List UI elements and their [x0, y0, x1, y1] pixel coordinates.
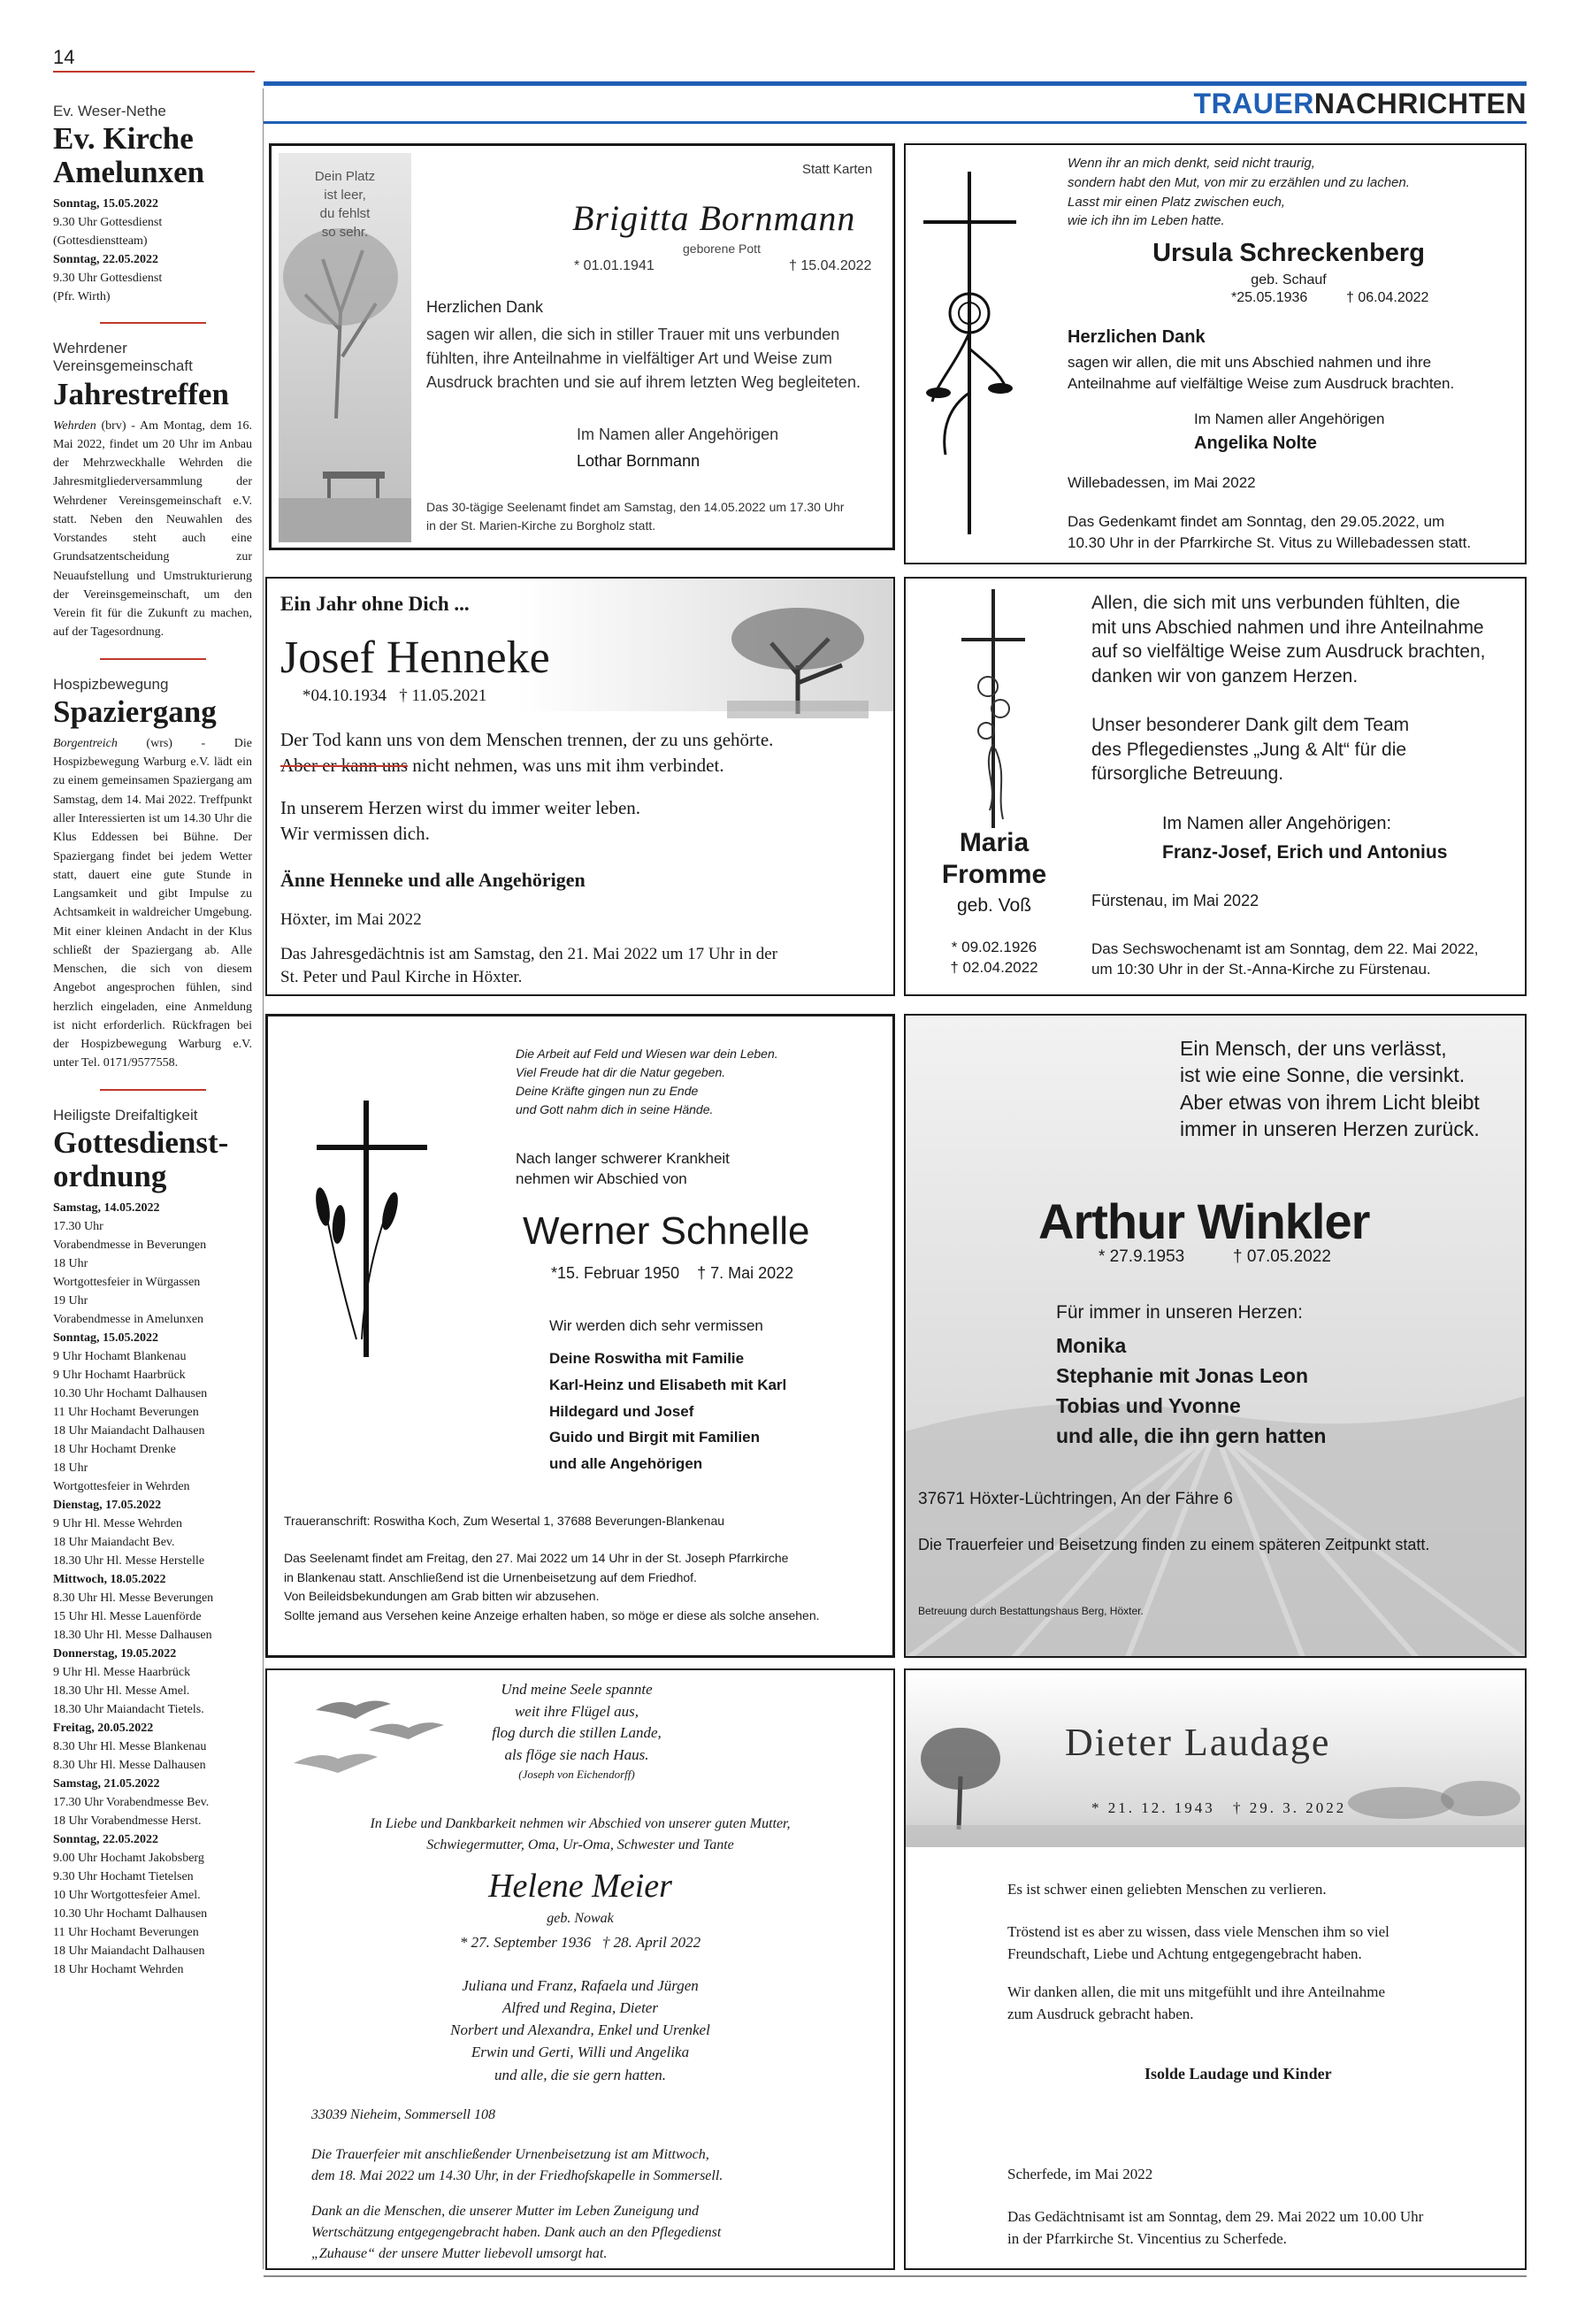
- born-date: * 09.02.1926: [951, 939, 1037, 955]
- notice: Die Trauerfeier und Beisetzung finden zu einem späteren Zeitpunkt statt.: [918, 1536, 1430, 1553]
- schedule-item: 9.30 Uhr Hochamt Tietelsen: [53, 1869, 194, 1883]
- deceased-name: Brigitta Bornmann: [572, 198, 856, 238]
- kicker: Heiligste Dreifaltigkeit: [53, 1106, 198, 1124]
- schedule-item: 9 Uhr Hochamt Haarbrück: [53, 1368, 186, 1382]
- death-date: † 02.04.2022: [950, 959, 1038, 976]
- footer-line: in der Pfarrkirche St. Vincentius zu Scherfede.: [1007, 2229, 1287, 2247]
- schedule-item: 18.30 Uhr Maiandacht Tietels.: [53, 1702, 204, 1716]
- poem: [1068, 154, 1410, 231]
- family-line: Juliana und Franz, Rafaela und Jürgen: [462, 1977, 699, 1994]
- schedule-item: 15 Uhr Hl. Messe Lauenförde: [53, 1609, 202, 1623]
- place-date: Höxter, im Mai 2022: [280, 910, 422, 929]
- schedule-item: 8.30 Uhr Hl. Messe Dalhausen: [53, 1758, 206, 1772]
- signer: Isolde Laudage und Kinder: [1144, 2065, 1332, 2082]
- section-title-a: TRAUER: [1193, 88, 1314, 119]
- schedule-item: Wortgottesfeier in Wehrden: [53, 1479, 190, 1493]
- body-line: auf so vielfältige Weise zum Ausdruck brachten,: [1091, 641, 1486, 663]
- cross-flowers-icon: [954, 589, 1034, 837]
- schedule-item: 18.30 Uhr Hl. Messe Amel.: [53, 1684, 190, 1698]
- schedule-list: [53, 195, 252, 306]
- schedule-date: Dienstag, 17.05.2022: [53, 1498, 162, 1512]
- caption-line: Dein Platz: [314, 169, 376, 184]
- footer-line: 10.30 Uhr in der Pfarrkirche St. Vitus zu Willebadessen statt.: [1068, 533, 1472, 551]
- schedule-date: Sonntag, 22.05.2022: [53, 252, 159, 266]
- section-title: [1194, 88, 1527, 120]
- poem: [516, 1045, 778, 1119]
- schedule-date: Sonntag, 15.05.2022: [53, 196, 159, 211]
- forever-line: Für immer in unseren Herzen:: [1056, 1302, 1303, 1323]
- quote: [280, 727, 773, 779]
- born-date: *25.05.1936: [1231, 290, 1308, 305]
- image-caption: [279, 167, 411, 242]
- deceased-name: Ursula Schreckenberg: [1152, 239, 1425, 267]
- caption-line: ist leer,: [324, 188, 366, 203]
- address: 37671 Höxter-Lüchtringen, An der Fähre 6: [918, 1490, 1233, 1508]
- schedule-date: Sonntag, 22.05.2022: [53, 1832, 159, 1846]
- quote-line: In unserem Herzen wirst du immer weiter leben.: [280, 797, 641, 818]
- quote-line: Der Tod kann uns von dem Menschen trennen, der zu uns gehörte.: [280, 729, 774, 750]
- poem-line: Deine Kräfte gingen nun zu Ende: [516, 1084, 699, 1098]
- schedule-item: 9.30 Uhr Gottesdienst: [53, 215, 163, 229]
- schedule-item: 19 Uhr: [53, 1293, 88, 1308]
- schedule-date: Donnerstag, 19.05.2022: [53, 1646, 177, 1661]
- schedule-date: Freitag, 20.05.2022: [53, 1721, 154, 1735]
- poem-line: ist wie eine Sonne, die versinkt.: [1180, 1063, 1466, 1087]
- separator: [100, 658, 206, 660]
- family-line: Alfred und Regina, Dieter: [502, 1999, 658, 2017]
- signer: Lothar Bornmann: [577, 452, 700, 470]
- intro-line: nehmen wir Abschied von: [516, 1170, 687, 1187]
- obituary-winkler: [904, 1014, 1527, 1658]
- header-bar-top: [264, 81, 1527, 86]
- paragraph-1: Es ist schwer einen geliebten Menschen zu verlieren.: [1007, 1881, 1327, 1898]
- family-line: und alle Angehörigen: [549, 1455, 703, 1472]
- family-line: Karl-Heinz und Elisabeth mit Karl: [549, 1376, 787, 1393]
- obituary-schnelle: [265, 1014, 895, 1658]
- body-line: fühlten, ihre Anteilnahme in vielfältiger Art und Weise zum: [426, 349, 832, 367]
- thanks-heading: Herzlichen Dank: [426, 298, 544, 316]
- obituary-henneke: [265, 577, 895, 996]
- family-line: Deine Roswitha mit Familie: [549, 1350, 745, 1367]
- footer-line: Das Seelenamt findet am Freitag, den 27. Mai 2022 um 14 Uhr in der St. Joseph Pfarrkirche: [284, 1551, 789, 1565]
- intro-line: In Liebe und Dankbarkeit nehmen wir Abschied von unserer guten Mutter,: [370, 1816, 791, 1831]
- miss-line: Wir werden dich sehr vermissen: [549, 1317, 763, 1334]
- thanks-body: [426, 323, 861, 395]
- birth-name: geb. Nowak: [547, 1911, 614, 1926]
- schedule-item: 18.30 Uhr Hl. Messe Herstelle: [53, 1553, 205, 1568]
- footer-line: Das Jahresgedächtnis ist am Samstag, den 21. Mai 2022 um 17 Uhr in der: [280, 945, 777, 963]
- kicker: Ev. Weser-Nethe: [53, 103, 166, 119]
- schedule-item: 9.30 Uhr Gottesdienst: [53, 271, 163, 285]
- deceased-name: Dieter Laudage: [1065, 1721, 1331, 1764]
- intro: [267, 1814, 893, 1856]
- family-line: und alle, die sie gern hatten.: [494, 2066, 667, 2083]
- footer-line: St. Peter und Paul Kirche in Höxter.: [280, 967, 523, 986]
- kicker: Wehrdener Vereinsgemeinschaft: [53, 339, 193, 375]
- poem-line: immer in unseren Herzen zurück.: [1180, 1117, 1480, 1141]
- footer-notice: [284, 1549, 820, 1626]
- footer-notice: [311, 2144, 723, 2187]
- schedule-item: 11 Uhr Hochamt Beverungen: [53, 1925, 199, 1939]
- cross-wheat-icon: [303, 1101, 445, 1366]
- poem: [1180, 1035, 1480, 1142]
- obituary-meier: [265, 1668, 895, 2270]
- footer-notice: [1007, 2206, 1423, 2250]
- schedule-item: (Pfr. Wirth): [53, 289, 111, 303]
- footer-notice: [426, 498, 844, 535]
- signer: Änne Henneke und alle Angehörigen: [280, 869, 586, 891]
- family-line: Stephanie mit Jonas Leon: [1056, 1364, 1308, 1388]
- footer-line: Das Gedächtnisamt ist am Sonntag, dem 29. Mai 2022 um 10.00 Uhr: [1007, 2208, 1424, 2225]
- quote-line: Wir vermissen dich.: [280, 823, 430, 845]
- body-line: sagen wir allen, die sich in stiller Trauer mit uns verbunden: [426, 326, 840, 343]
- poem-line: und Gott nahm dich in seine Hände.: [516, 1102, 714, 1116]
- signoff: Im Namen aller Angehörigen:: [1162, 814, 1392, 833]
- article-text: [53, 734, 252, 1073]
- body-line: Ausdruck brachten und sie auf ihrem letzten Weg begleiteten.: [426, 373, 861, 391]
- body-line: Anteilnahme auf vielfältige Weise zum Ausdruck brachten.: [1068, 374, 1455, 392]
- schedule-date: Mittwoch, 18.05.2022: [53, 1572, 166, 1586]
- footer-notice: [280, 943, 777, 988]
- family-list: [549, 1346, 786, 1477]
- footer-line: dem 18. Mai 2022 um 14.30 Uhr, in der Friedhofskapelle in Sommersell.: [311, 2168, 723, 2183]
- cross-rose-icon: [919, 172, 1016, 543]
- dateline: Wehrden: [53, 418, 96, 433]
- paragraph-2: [1007, 1921, 1389, 1965]
- born-date: * 21. 12. 1943: [1091, 1799, 1215, 1816]
- schedule-item: 18 Uhr Vorabendmesse Herst.: [53, 1814, 202, 1828]
- intro-line: Nach langer schwerer Krankheit: [516, 1150, 730, 1167]
- poem-line: als flöge sie nach Haus.: [504, 1745, 649, 1763]
- paragraph-3: [1007, 1982, 1385, 2025]
- obituary-laudage: [904, 1668, 1527, 2270]
- schedule-item: 10.30 Uhr Hochamt Dalhausen: [53, 1906, 208, 1921]
- schedule-item: 18 Uhr Hochamt Drenke: [53, 1442, 176, 1456]
- obituary-fromme: [904, 577, 1527, 996]
- schedule-item: 9 Uhr Hochamt Blankenau: [53, 1349, 187, 1363]
- poem-line: Ein Mensch, der uns verlässt,: [1180, 1037, 1447, 1060]
- footer-line: „Zuhause“ der unsere Mutter liebevoll umsorgt hat.: [311, 2246, 608, 2261]
- schedule-item: 17.30 Uhr: [53, 1219, 103, 1233]
- schedule-item: 18 Uhr Maiandacht Bev.: [53, 1535, 175, 1549]
- birth-name: geb. Schauf: [1251, 272, 1327, 288]
- footer-line: Das 30-tägige Seelenamt findet am Samstag, den 14.05.2022 um 17.30 Uhr: [426, 500, 845, 514]
- schedule-item: (Gottesdienstteam): [53, 234, 148, 248]
- poem-author: (Joseph von Eichendorff): [518, 1767, 635, 1781]
- poem: [444, 1679, 709, 1783]
- born-date: * 27.9.1953: [1099, 1247, 1185, 1266]
- body-line: sagen wir allen, die mit uns Abschied nahmen und ihre: [1068, 354, 1432, 371]
- place-date: Fürstenau, im Mai 2022: [1091, 892, 1259, 909]
- deceased-name: Werner Schnelle: [523, 1209, 810, 1253]
- schedule-item: 10 Uhr Wortgottesfeier Amel.: [53, 1888, 201, 1902]
- thanks-body: [1091, 591, 1486, 689]
- poem-line: flog durch die stillen Lande,: [492, 1724, 662, 1742]
- body-line: Wir danken allen, die mit uns mitgefühlt und ihre Anteilnahme: [1007, 1983, 1386, 2000]
- footer-line: Dank an die Menschen, die unserer Mutter im Leben Zuneigung und: [311, 2204, 699, 2219]
- footer-notice: [1068, 511, 1471, 554]
- section-title-b: NACHRICHTEN: [1313, 88, 1527, 119]
- family-list: [1056, 1331, 1326, 1451]
- family-line: Erwin und Gerti, Willi und Angelika: [471, 2044, 690, 2061]
- life-dates: * 27. September 1936 † 28. April 2022: [459, 1934, 701, 1951]
- article-title: Gottesdienst-ordnung: [53, 1125, 229, 1193]
- schedule-item: 8.30 Uhr Hl. Messe Beverungen: [53, 1591, 214, 1605]
- schedule-item: 9 Uhr Hl. Messe Haarbrück: [53, 1665, 191, 1679]
- poem-line: sondern habt den Mut, von mir zu erzählen und zu lachen.: [1068, 174, 1410, 190]
- footer-line: Sollte jemand aus Versehen keine Anzeige erhalten haben, so möge er diese als solche ansehen.: [284, 1608, 820, 1623]
- body-line: danken wir von ganzem Herzen.: [1091, 666, 1359, 687]
- footer-line: Die Trauerfeier mit anschließender Urnenbeisetzung ist am Mittwoch,: [311, 2147, 709, 2162]
- death-date: † 29. 3. 2022: [1233, 1799, 1347, 1816]
- article-title: Spaziergang: [53, 694, 217, 730]
- signer: Angelika Nolte: [1194, 433, 1317, 453]
- birth-name: geborene Pott: [683, 242, 761, 256]
- body-line: fürsorgliche Betreuung.: [1091, 763, 1284, 785]
- death-date: † 07.05.2022: [1233, 1247, 1331, 1266]
- family-line: Tobias und Yvonne: [1056, 1394, 1241, 1418]
- obituary-bornmann: [269, 143, 895, 550]
- footer-line: Von Beileidsbekundungen am Grab bitten wir abzusehen.: [284, 1589, 600, 1604]
- poem-line: Viel Freude hat dir die Natur gegeben.: [516, 1065, 726, 1079]
- deceased-name: Arthur Winkler: [1038, 1193, 1370, 1249]
- schedule-item: 18 Uhr: [53, 1256, 88, 1270]
- footer-notice: [1091, 940, 1479, 980]
- header-bar-bottom: [264, 121, 1527, 124]
- poem-line: Wenn ihr an mich denkt, seid nicht traurig,: [1068, 156, 1315, 171]
- article-text: [53, 417, 252, 642]
- schedule-item: Vorabendmesse in Beverungen: [53, 1238, 207, 1252]
- first-name: Maria: [959, 828, 1030, 857]
- schedule-item: 10.30 Uhr Hochamt Dalhausen: [53, 1386, 208, 1400]
- address: Traueranschrift: Roswitha Koch, Zum Wesertal 1, 37688 Beverungen-Blankenau: [284, 1514, 725, 1528]
- life-dates: *04.10.1934 † 11.05.2021: [302, 686, 487, 705]
- birds-icon: [289, 1688, 448, 1785]
- poem-line: Und meine Seele spannte: [501, 1681, 653, 1698]
- struck-text: Aber er kann uns: [280, 755, 409, 777]
- thanks-heading: Herzlichen Dank: [1068, 327, 1206, 347]
- schedule-item: Wortgottesfeier in Würgassen: [53, 1275, 201, 1289]
- family-line: Norbert und Alexandra, Enkel und Urenkel: [450, 2021, 710, 2039]
- dateline: Borgentreich: [53, 736, 118, 750]
- deceased-name: Helene Meier: [488, 1868, 672, 1905]
- footer-line: Das Gedenkamt findet am Sonntag, den 29.05.2022, um: [1068, 513, 1445, 530]
- caption-line: du fehlst: [319, 206, 371, 221]
- signer: Franz-Josef, Erich und Antonius: [1162, 842, 1448, 863]
- poem-line: Aber etwas von ihrem Licht bleibt: [1180, 1090, 1480, 1114]
- footer-line: um 10:30 Uhr in der St.-Anna-Kirche zu Fürstenau.: [1091, 960, 1431, 978]
- article-title: Jahrestreffen: [53, 376, 229, 411]
- quote-rest: nicht nehmen, was uns mit ihm verbindet.: [408, 755, 724, 777]
- intro: [516, 1149, 730, 1190]
- footer-line: Wertschätzung entgegengebracht haben. Dank auch an den Pflegedienst: [311, 2225, 722, 2240]
- schedule-item: 18 Uhr Maiandacht Dalhausen: [53, 1944, 205, 1958]
- quote-line: [280, 753, 773, 779]
- body-line: des Pflegedienstes „Jung & Alt“ für die: [1091, 739, 1407, 760]
- body-line: mit uns Abschied nahmen und ihre Anteilnahme: [1091, 617, 1484, 638]
- kicker: Hospizbewegung: [53, 675, 169, 693]
- caption-line: so sehr.: [321, 225, 369, 240]
- body-line: Tröstend ist es aber zu wissen, dass viele Menschen ihm so viel: [1007, 1923, 1389, 1940]
- family-line: Hildegard und Josef: [549, 1402, 694, 1420]
- tree-icon: [727, 594, 869, 718]
- schedule-item: Vorabendmesse in Amelunxen: [53, 1312, 204, 1326]
- last-name: Fromme: [941, 860, 1047, 889]
- left-column: [53, 88, 252, 1979]
- schedule-item: 18 Uhr Maiandacht Dalhausen: [53, 1423, 205, 1438]
- page-number-rule: [53, 71, 255, 73]
- schedule-item: 18.30 Uhr Hl. Messe Dalhausen: [53, 1628, 212, 1642]
- birth-name: geb. Voß: [956, 895, 1032, 916]
- funeral-home: Betreuung durch Bestattungshaus Berg, Höxter.: [918, 1605, 1144, 1617]
- schedule-item: 11 Uhr Hochamt Beverungen: [53, 1405, 199, 1419]
- schedule-date: Samstag, 21.05.2022: [53, 1776, 160, 1791]
- family-list: [267, 1975, 893, 2086]
- family-line: Guido und Birgit mit Familien: [549, 1429, 760, 1446]
- poem-line: Die Arbeit auf Feld und Wiesen war dein Leben.: [516, 1047, 778, 1061]
- bottom-rule: [264, 2275, 1527, 2277]
- signoff: Im Namen aller Angehörigen: [1194, 410, 1385, 427]
- death-date: † 15.04.2022: [789, 258, 872, 273]
- life-dates: *15. Februar 1950 † 7. Mai 2022: [551, 1264, 794, 1282]
- poem-line: Lasst mir einen Platz zwischen euch,: [1068, 194, 1285, 210]
- footer-thanks: [311, 2201, 721, 2265]
- poem-line: wie ich ihn im Leben hatte.: [1068, 213, 1225, 229]
- poem-line: weit ihre Flügel aus,: [514, 1702, 639, 1720]
- article-body: (wrs) - Die Hospizbewegung Warburg e.V. lädt ein zu einem gemeinsamen Spaziergang am Samstag, dem 14. Mai 2022. Treffpunkt aller Interessierten ist um 14.30 Uhr die Klus Eddessen bei Bühne. Der Spaziergang findet bei jedem Wetter statt, dauert eine gute Stunde in Langsamkeit und gibt Impulse zu Achtsamkeit in waldreicher Umgebung. Mit einer kleinen Andacht in der Klus schließt der Spaziergang ab. Alle Menschen, die sich von diesem Angebot angesprochen fühlen, sind herzlich eingeladen, eine Anmeldung ist nicht erforderlich. Rückfragen bei der Hospizbewegung Warburg e.V. unter Tel. 0171/9577558.: [53, 736, 252, 1070]
- schedule-item: 17.30 Uhr Vorabendmesse Bev.: [53, 1795, 210, 1809]
- schedule-list: [53, 1199, 252, 1979]
- born-date: * 01.01.1941: [574, 258, 655, 273]
- intro-line: Schwiegermutter, Oma, Ur-Oma, Schwester und Tante: [426, 1837, 734, 1852]
- statt-karten: Statt Karten: [802, 162, 873, 177]
- anniversary-title: Ein Jahr ohne Dich ...: [280, 593, 470, 615]
- tree-bench-image: [279, 153, 411, 542]
- schedule-item: 9.00 Uhr Hochamt Jakobsberg: [53, 1851, 204, 1865]
- address: 33039 Nieheim, Sommersell 108: [311, 2107, 495, 2122]
- footer-line: in Blankenau statt. Anschließend ist die Urnenbeisetzung auf dem Friedhof.: [284, 1569, 697, 1584]
- body-line: Unser besonderer Dank gilt dem Team: [1091, 715, 1410, 735]
- separator: [100, 1089, 206, 1091]
- body-line: zum Ausdruck gebracht haben.: [1007, 2005, 1194, 2022]
- signoff: Im Namen aller Angehörigen: [577, 426, 779, 443]
- article-title: Ev. Kirche Amelunxen: [53, 121, 205, 190]
- schedule-item: 18 Uhr: [53, 1461, 88, 1475]
- place-date: Scherfede, im Mai 2022: [1007, 2166, 1153, 2182]
- schedule-item: 9 Uhr Hl. Messe Wehrden: [53, 1516, 182, 1530]
- page-number: 14: [53, 46, 75, 68]
- article-body: (brv) - Am Montag, dem 16. Mai 2022, findet um 20 Uhr im Anbau der Mehrzweckhalle Wehrden die Jahresmitgliederversammlung der Wehrdener Vereinsgemeinschaft e.V. statt. Neben den Neuwahlen des Vorstandes steht auch eine Grundsatzentscheidung zur Neuaufstellung und Umstrukturierung der Vereinsgemeinschaft, um den Verein fit für die Zukunft zu machen, auf der Tagesordnung.: [53, 418, 252, 640]
- body-line: Allen, die sich mit uns verbunden fühlten, die: [1091, 593, 1460, 613]
- thanks-body: [1068, 352, 1454, 395]
- deceased-name: Josef Henneke: [280, 633, 550, 683]
- separator: [100, 322, 206, 324]
- schedule-item: 8.30 Uhr Hl. Messe Blankenau: [53, 1739, 207, 1753]
- family-line: Monika: [1056, 1334, 1127, 1357]
- column-divider: [263, 88, 264, 2269]
- obituary-schreckenberg: [904, 143, 1527, 564]
- body-line: Freundschaft, Liebe und Achtung entgegengebracht haben.: [1007, 1944, 1362, 1962]
- schedule-item: 18 Uhr Hochamt Wehrden: [53, 1962, 184, 1976]
- place-date: Willebadessen, im Mai 2022: [1068, 474, 1256, 491]
- footer-line: in der St. Marien-Kirche zu Borgholz statt.: [426, 518, 656, 533]
- special-thanks: [1091, 713, 1409, 786]
- footer-line: Das Sechswochenamt ist am Sonntag, dem 22. Mai 2022,: [1091, 940, 1479, 957]
- death-date: † 06.04.2022: [1346, 290, 1429, 305]
- family-line: und alle, die ihn gern hatten: [1056, 1424, 1327, 1448]
- schedule-date: Samstag, 14.05.2022: [53, 1200, 160, 1215]
- quote-2: [280, 795, 640, 848]
- schedule-date: Sonntag, 15.05.2022: [53, 1331, 159, 1345]
